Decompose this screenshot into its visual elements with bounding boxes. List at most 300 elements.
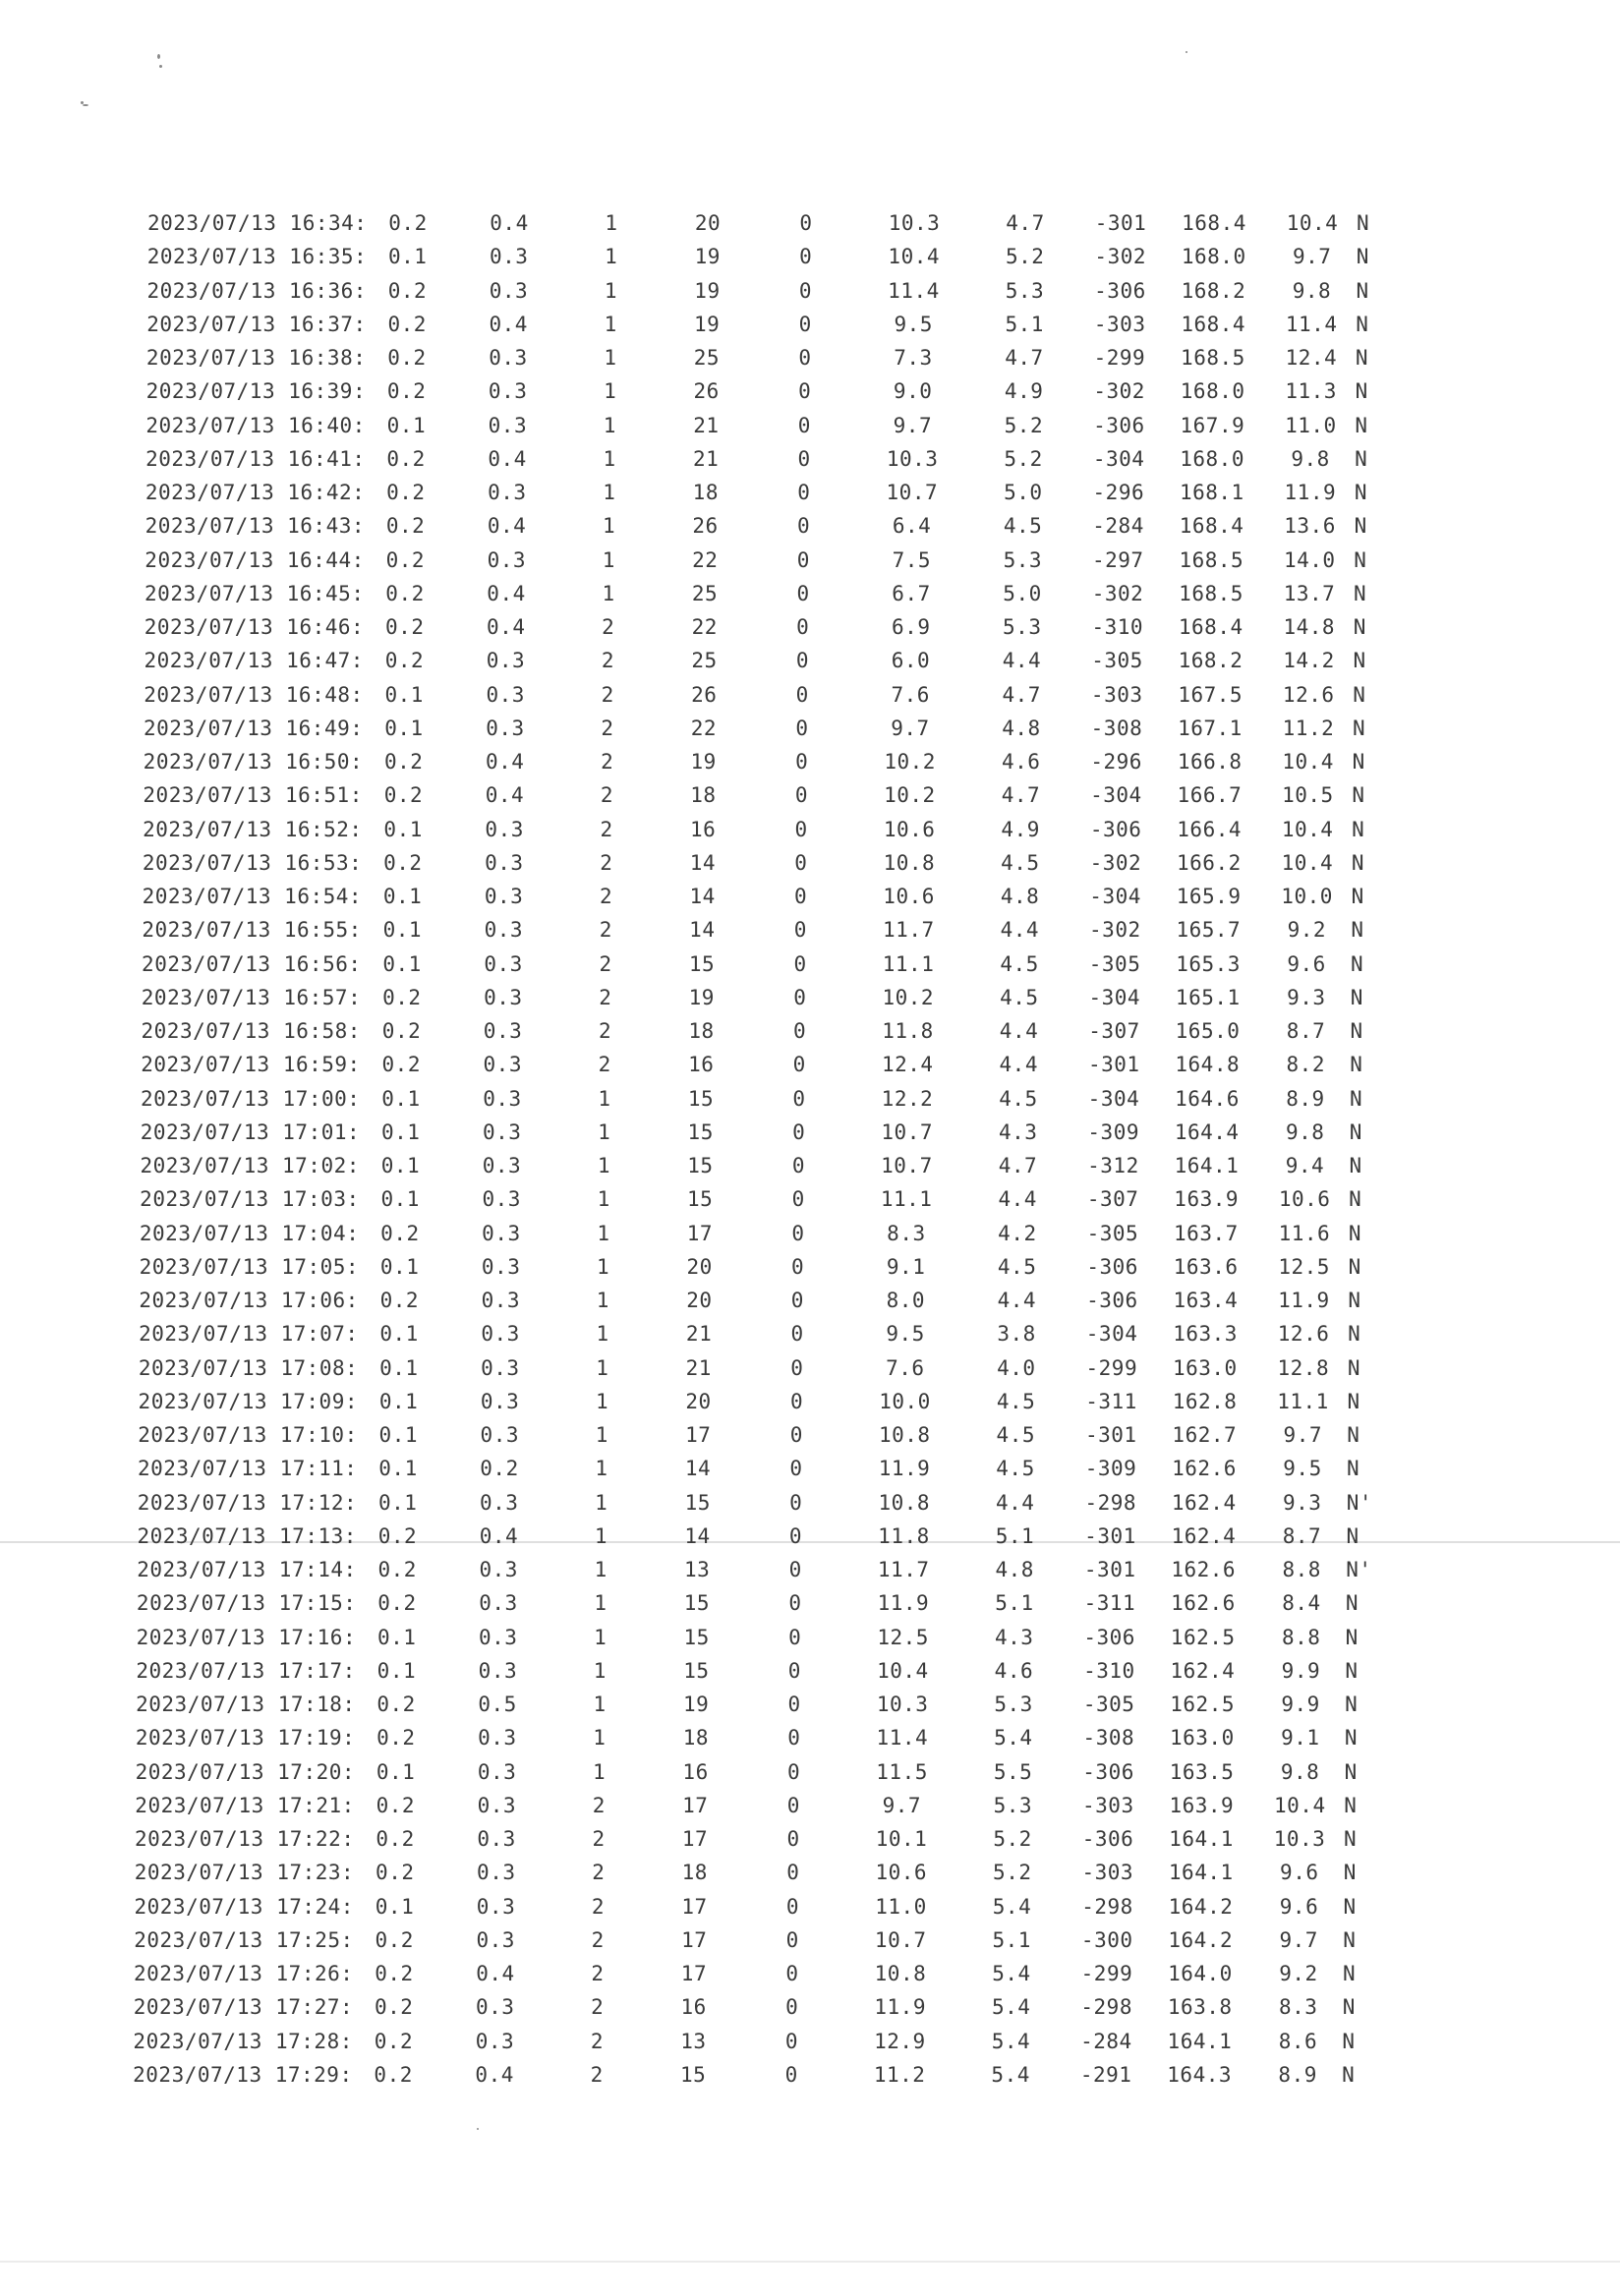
log-cell-value-1: 0.1 bbox=[381, 1086, 421, 1111]
log-cell-value-8: -306 bbox=[1081, 1827, 1134, 1851]
log-cell-flag: N bbox=[1347, 1423, 1360, 1447]
log-cell-value-10: 9.7 bbox=[1279, 1927, 1318, 1952]
log-cell-value-3: 1 bbox=[594, 1558, 608, 1581]
log-cell-value-10: 10.5 bbox=[1282, 783, 1334, 808]
log-cell-timestamp: 2023/07/13 16:42: bbox=[145, 481, 366, 504]
log-cell-value-9: 164.8 bbox=[1175, 1053, 1241, 1077]
log-cell-value-4: 18 bbox=[681, 1861, 708, 1885]
log-cell-timestamp: 2023/07/13 17:05: bbox=[139, 1254, 360, 1279]
log-cell-value-1: 0.2 bbox=[376, 1793, 416, 1817]
log-cell-value-1: 0.2 bbox=[388, 211, 428, 235]
log-cell-value-5: 0 bbox=[794, 885, 808, 908]
log-cell-value-6: 10.4 bbox=[888, 245, 941, 269]
log-cell-value-8: -309 bbox=[1084, 1457, 1137, 1481]
log-row bbox=[0, 1791, 1607, 1820]
log-cell-value-3: 2 bbox=[600, 817, 613, 841]
log-cell-value-2: 0.3 bbox=[486, 716, 525, 740]
log-cell-value-3: 2 bbox=[598, 1019, 612, 1043]
log-cell-value-7: 5.4 bbox=[991, 1995, 1031, 2020]
log-cell-value-8: -297 bbox=[1092, 547, 1144, 572]
log-cell-value-9: 167.5 bbox=[1178, 682, 1244, 707]
log-cell-value-4: 15 bbox=[684, 1490, 711, 1515]
log-cell-value-10: 9.6 bbox=[1280, 1861, 1319, 1885]
log-cell-value-7: 4.4 bbox=[996, 1490, 1035, 1515]
log-cell-value-9: 165.9 bbox=[1176, 885, 1242, 908]
log-cell-value-9: 162.6 bbox=[1171, 1558, 1237, 1581]
log-cell-value-10: 10.0 bbox=[1281, 885, 1333, 908]
log-cell-value-3: 1 bbox=[603, 481, 616, 504]
log-cell-value-1: 0.2 bbox=[377, 1558, 417, 1581]
log-cell-value-2: 0.3 bbox=[482, 1154, 522, 1177]
log-cell-value-8: -302 bbox=[1093, 379, 1145, 404]
log-cell-value-2: 0.3 bbox=[475, 1995, 515, 2020]
log-cell-value-9: 163.0 bbox=[1172, 1355, 1238, 1380]
log-cell-timestamp: 2023/07/13 16:41: bbox=[145, 446, 366, 471]
log-cell-value-7: 4.5 bbox=[1000, 985, 1039, 1009]
log-cell-value-9: 168.1 bbox=[1179, 481, 1244, 504]
log-cell-flag: N bbox=[1355, 346, 1369, 370]
log-cell-timestamp: 2023/07/13 17:16: bbox=[136, 1625, 357, 1649]
log-cell-flag: N bbox=[1343, 1927, 1357, 1952]
log-cell-value-2: 0.3 bbox=[481, 1254, 521, 1279]
log-cell-value-6: 12.5 bbox=[877, 1625, 929, 1649]
log-row bbox=[0, 1488, 1610, 1518]
log-cell-value-2: 0.3 bbox=[489, 278, 529, 303]
log-cell-value-5: 0 bbox=[797, 413, 811, 437]
log-row bbox=[0, 276, 1619, 306]
log-cell-value-6: 6.4 bbox=[892, 514, 932, 539]
log-cell-value-3: 1 bbox=[597, 1154, 611, 1177]
log-cell-value-3: 1 bbox=[604, 346, 617, 370]
log-cell-value-7: 4.5 bbox=[997, 1254, 1037, 1279]
log-cell-value-6: 10.7 bbox=[886, 481, 939, 504]
log-cell-flag: N bbox=[1351, 850, 1365, 875]
log-cell-value-8: -298 bbox=[1084, 1490, 1137, 1515]
log-cell-value-8: -308 bbox=[1090, 716, 1143, 740]
log-row bbox=[0, 1118, 1613, 1147]
log-row bbox=[0, 1219, 1612, 1248]
log-cell-flag: N bbox=[1351, 951, 1364, 976]
log-cell-flag: N bbox=[1345, 1658, 1359, 1683]
log-cell-flag: N bbox=[1342, 2062, 1356, 2087]
log-cell-value-4: 17 bbox=[681, 1827, 709, 1851]
log-cell-value-9: 164.6 bbox=[1175, 1086, 1240, 1111]
log-cell-value-6: 10.7 bbox=[874, 1927, 927, 1952]
log-cell-value-1: 0.1 bbox=[378, 1389, 419, 1413]
log-cell-value-3: 2 bbox=[601, 716, 614, 740]
log-cell-timestamp: 2023/07/13 16:35: bbox=[146, 245, 368, 269]
log-cell-value-2: 0.4 bbox=[488, 446, 527, 471]
log-cell-flag: N bbox=[1353, 649, 1366, 673]
log-cell-value-7: 4.9 bbox=[1004, 379, 1044, 404]
log-cell-value-1: 0.1 bbox=[379, 1322, 419, 1347]
log-cell-value-1: 0.2 bbox=[381, 1019, 422, 1043]
log-cell-value-8: -305 bbox=[1091, 649, 1143, 673]
log-cell-value-8: -284 bbox=[1092, 514, 1144, 539]
log-cell-value-1: 0.1 bbox=[376, 1625, 417, 1649]
log-cell-flag: N bbox=[1348, 1289, 1361, 1312]
log-cell-value-7: 4.4 bbox=[998, 1187, 1037, 1212]
log-cell-value-7: 5.0 bbox=[1004, 481, 1043, 504]
log-cell-value-8: -305 bbox=[1082, 1693, 1135, 1716]
log-cell-value-5: 0 bbox=[794, 783, 808, 808]
log-cell-flag: N bbox=[1356, 278, 1369, 303]
log-cell-value-10: 9.7 bbox=[1293, 245, 1332, 269]
log-row bbox=[0, 1353, 1611, 1383]
log-cell-value-1: 0.2 bbox=[376, 1861, 415, 1885]
log-cell-value-7: 4.7 bbox=[1005, 346, 1044, 370]
log-cell-value-10: 9.6 bbox=[1287, 951, 1326, 976]
log-cell-value-6: 11.9 bbox=[878, 1457, 931, 1481]
log-row bbox=[0, 1084, 1613, 1114]
log-cell-value-4: 21 bbox=[692, 446, 720, 471]
log-cell-flag: N bbox=[1352, 817, 1365, 841]
log-cell-value-7: 5.4 bbox=[992, 1962, 1031, 1985]
log-cell-value-4: 15 bbox=[687, 1119, 714, 1144]
log-cell-value-2: 0.3 bbox=[483, 1086, 522, 1111]
log-row bbox=[0, 1521, 1609, 1551]
log-cell-value-7: 5.3 bbox=[1003, 547, 1043, 572]
log-cell-flag: N bbox=[1352, 716, 1366, 740]
log-cell-value-10: 10.4 bbox=[1274, 1793, 1326, 1817]
log-cell-value-8: -302 bbox=[1089, 850, 1142, 875]
log-cell-value-8: -291 bbox=[1079, 2062, 1132, 2087]
log-cell-value-7: 4.4 bbox=[999, 1053, 1038, 1077]
log-cell-value-7: 4.0 bbox=[997, 1355, 1036, 1380]
log-cell-value-7: 5.4 bbox=[991, 2029, 1031, 2053]
log-cell-flag: N bbox=[1350, 1053, 1363, 1077]
log-cell-flag: N bbox=[1348, 1221, 1362, 1245]
log-cell-value-7: 4.5 bbox=[999, 1086, 1038, 1111]
log-cell-flag: N bbox=[1355, 379, 1368, 404]
log-cell-value-6: 10.6 bbox=[875, 1861, 928, 1885]
log-cell-value-10: 9.8 bbox=[1292, 278, 1332, 303]
log-cell-flag: N bbox=[1345, 1591, 1360, 1616]
log-cell-value-5: 0 bbox=[795, 750, 809, 774]
log-row bbox=[0, 1454, 1610, 1483]
log-cell-value-3: 1 bbox=[593, 1658, 607, 1683]
log-cell-value-7: 4.8 bbox=[1000, 885, 1040, 908]
log-cell-value-10: 10.4 bbox=[1286, 211, 1339, 235]
log-cell-value-5: 0 bbox=[788, 1591, 802, 1616]
log-cell-value-8: -301 bbox=[1083, 1558, 1136, 1581]
log-cell-timestamp: 2023/07/13 17:14: bbox=[137, 1558, 357, 1581]
log-cell-value-3: 2 bbox=[599, 918, 612, 943]
log-cell-value-3: 2 bbox=[600, 885, 613, 908]
log-cell-flag: N bbox=[1354, 581, 1367, 605]
log-cell-value-5: 0 bbox=[792, 1053, 806, 1077]
log-cell-value-1: 0.1 bbox=[376, 1658, 417, 1683]
log-cell-value-2: 0.3 bbox=[482, 1221, 521, 1245]
log-cell-value-1: 0.2 bbox=[384, 649, 425, 673]
log-cell-value-6: 11.4 bbox=[876, 1726, 929, 1751]
log-cell-value-8: -306 bbox=[1094, 278, 1146, 303]
log-cell-value-7: 4.5 bbox=[1001, 850, 1040, 875]
log-cell-value-5: 0 bbox=[798, 346, 812, 370]
log-row bbox=[0, 1925, 1606, 1955]
log-cell-value-3: 2 bbox=[592, 1793, 606, 1817]
log-cell-value-4: 19 bbox=[694, 312, 721, 336]
log-cell-value-7: 5.3 bbox=[1003, 615, 1042, 639]
log-cell-value-3: 1 bbox=[593, 1693, 607, 1716]
log-cell-timestamp: 2023/07/13 16:48: bbox=[144, 682, 364, 707]
log-cell-value-8: -304 bbox=[1092, 446, 1145, 471]
log-cell-value-8: -302 bbox=[1091, 581, 1144, 605]
log-cell-value-8: -312 bbox=[1087, 1154, 1139, 1177]
log-cell-value-4: 15 bbox=[687, 1187, 714, 1212]
log-cell-value-5: 0 bbox=[789, 1423, 803, 1447]
log-cell-value-5: 0 bbox=[790, 1355, 804, 1380]
log-cell-value-9: 168.4 bbox=[1181, 312, 1246, 336]
log-cell-value-9: 166.4 bbox=[1177, 817, 1242, 841]
log-row bbox=[0, 1286, 1611, 1315]
log-cell-value-4: 18 bbox=[690, 783, 717, 808]
log-cell-value-1: 0.2 bbox=[383, 750, 424, 774]
log-cell-value-8: -306 bbox=[1093, 413, 1145, 437]
log-cell-value-1: 0.2 bbox=[376, 1693, 416, 1716]
log-cell-value-8: -304 bbox=[1088, 985, 1141, 1009]
log-cell-value-3: 2 bbox=[602, 615, 615, 639]
log-cell-value-10: 8.6 bbox=[1278, 2029, 1318, 2053]
log-cell-value-1: 0.2 bbox=[374, 1995, 414, 2020]
log-cell-value-5: 0 bbox=[786, 1793, 800, 1817]
log-cell-value-6: 10.6 bbox=[883, 885, 935, 908]
log-cell-value-5: 0 bbox=[787, 1693, 801, 1716]
log-cell-value-4: 26 bbox=[693, 379, 720, 404]
log-cell-value-5: 0 bbox=[797, 446, 811, 471]
log-cell-value-4: 20 bbox=[686, 1289, 713, 1312]
log-cell-value-1: 0.2 bbox=[386, 446, 426, 471]
log-cell-value-6: 12.9 bbox=[874, 2029, 926, 2053]
log-cell-value-4: 25 bbox=[693, 346, 721, 370]
log-row bbox=[0, 1387, 1611, 1416]
log-row bbox=[0, 1151, 1612, 1180]
log-cell-timestamp: 2023/07/13 17:13: bbox=[137, 1523, 357, 1548]
log-cell-timestamp: 2023/07/13 17:29: bbox=[133, 2062, 353, 2087]
log-cell-value-7: 5.2 bbox=[1004, 413, 1044, 437]
log-cell-value-9: 168.5 bbox=[1179, 547, 1244, 572]
log-cell-value-6: 12.2 bbox=[881, 1086, 934, 1111]
log-cell-value-10: 11.6 bbox=[1278, 1221, 1331, 1245]
log-cell-value-7: 5.3 bbox=[1005, 278, 1045, 303]
log-cell-value-9: 166.2 bbox=[1177, 850, 1242, 875]
log-cell-value-4: 16 bbox=[688, 1053, 715, 1077]
log-cell-flag: N bbox=[1354, 547, 1367, 572]
log-cell-value-5: 0 bbox=[796, 581, 810, 605]
log-cell-value-1: 0.1 bbox=[379, 1254, 420, 1279]
log-row bbox=[0, 1858, 1607, 1887]
log-cell-value-4: 20 bbox=[694, 211, 722, 235]
log-cell-timestamp: 2023/07/13 16:47: bbox=[144, 649, 364, 673]
log-cell-value-5: 0 bbox=[789, 1490, 803, 1515]
log-cell-value-3: 1 bbox=[605, 245, 618, 269]
log-cell-value-9: 168.0 bbox=[1181, 245, 1246, 269]
log-cell-value-10: 11.2 bbox=[1282, 716, 1335, 740]
log-cell-value-3: 2 bbox=[599, 951, 612, 976]
log-cell-value-9: 168.2 bbox=[1178, 649, 1244, 673]
log-cell-value-1: 0.1 bbox=[375, 1894, 415, 1919]
log-cell-value-10: 9.5 bbox=[1283, 1457, 1322, 1481]
log-cell-value-4: 19 bbox=[694, 245, 721, 269]
log-cell-value-1: 0.2 bbox=[383, 850, 423, 875]
log-cell-value-9: 163.7 bbox=[1174, 1221, 1239, 1245]
log-cell-value-8: -302 bbox=[1089, 918, 1141, 943]
log-cell-value-10: 9.2 bbox=[1287, 918, 1327, 943]
log-cell-value-2: 0.4 bbox=[476, 1962, 515, 1985]
log-cell-timestamp: 2023/07/13 16:49: bbox=[143, 716, 364, 740]
log-cell-value-9: 163.4 bbox=[1173, 1289, 1239, 1312]
log-cell-value-4: 15 bbox=[688, 951, 716, 976]
log-cell-value-4: 14 bbox=[684, 1457, 712, 1481]
log-cell-value-2: 0.4 bbox=[490, 211, 529, 235]
log-cell-value-4: 15 bbox=[679, 2062, 707, 2087]
log-cell-value-7: 4.7 bbox=[998, 1154, 1038, 1177]
log-cell-value-5: 0 bbox=[793, 918, 807, 943]
log-cell-value-5: 0 bbox=[797, 481, 811, 504]
log-cell-value-4: 20 bbox=[686, 1254, 713, 1279]
log-cell-flag: N bbox=[1347, 1457, 1360, 1481]
log-cell-value-4: 26 bbox=[692, 514, 719, 539]
log-cell-value-4: 18 bbox=[688, 1019, 715, 1043]
log-cell-timestamp: 2023/07/13 17:25: bbox=[134, 1927, 354, 1952]
log-cell-value-3: 1 bbox=[593, 1726, 607, 1751]
log-cell-value-10: 8.8 bbox=[1282, 1558, 1321, 1581]
log-cell-value-6: 10.8 bbox=[878, 1423, 931, 1447]
log-cell-value-4: 14 bbox=[689, 885, 716, 908]
log-cell-value-5: 0 bbox=[791, 1254, 805, 1279]
log-cell-value-1: 0.1 bbox=[382, 885, 423, 908]
log-cell-value-5: 0 bbox=[785, 1962, 799, 1985]
log-cell-timestamp: 2023/07/13 16:34: bbox=[147, 211, 368, 235]
log-cell-value-9: 168.2 bbox=[1181, 278, 1246, 303]
log-cell-timestamp: 2023/07/13 17:11: bbox=[138, 1457, 358, 1481]
log-row bbox=[0, 2027, 1605, 2056]
log-cell-value-1: 0.2 bbox=[385, 514, 426, 539]
log-cell-value-3: 1 bbox=[593, 1759, 607, 1784]
log-cell-value-3: 2 bbox=[591, 1995, 605, 2020]
log-cell-timestamp: 2023/07/13 17:19: bbox=[135, 1726, 356, 1751]
log-cell-value-2: 0.3 bbox=[483, 1019, 523, 1043]
log-cell-value-3: 2 bbox=[592, 1861, 606, 1885]
log-cell-flag: N bbox=[1349, 1119, 1362, 1144]
log-cell-value-8: -305 bbox=[1088, 951, 1141, 976]
log-cell-flag: N bbox=[1352, 750, 1365, 774]
log-cell-value-6: 8.3 bbox=[887, 1221, 926, 1245]
log-cell-value-9: 168.4 bbox=[1182, 211, 1246, 235]
log-cell-timestamp: 2023/07/13 16:57: bbox=[141, 985, 362, 1009]
log-cell-value-9: 164.1 bbox=[1174, 1154, 1240, 1177]
log-cell-value-6: 7.3 bbox=[894, 346, 933, 370]
log-cell-value-7: 5.2 bbox=[993, 1827, 1032, 1851]
log-cell-value-3: 2 bbox=[591, 1962, 605, 1985]
log-cell-value-1: 0.2 bbox=[379, 1289, 420, 1312]
log-cell-value-6: 8.0 bbox=[886, 1289, 926, 1312]
log-cell-value-5: 0 bbox=[785, 1927, 799, 1952]
log-cell-value-4: 19 bbox=[694, 278, 721, 303]
log-cell-value-6: 10.8 bbox=[883, 850, 936, 875]
log-cell-value-7: 4.4 bbox=[1002, 649, 1042, 673]
log-cell-timestamp: 2023/07/13 16:59: bbox=[141, 1053, 361, 1077]
log-cell-value-1: 0.1 bbox=[382, 951, 422, 976]
log-cell-value-4: 25 bbox=[691, 581, 719, 605]
log-cell-value-9: 164.1 bbox=[1168, 1861, 1234, 1885]
log-cell-value-7: 5.0 bbox=[1003, 581, 1042, 605]
log-cell-value-9: 162.4 bbox=[1171, 1523, 1237, 1548]
log-row bbox=[0, 1757, 1608, 1787]
log-cell-timestamp: 2023/07/13 16:56: bbox=[142, 951, 362, 976]
log-cell-value-9: 167.1 bbox=[1178, 716, 1243, 740]
log-row bbox=[0, 1656, 1608, 1686]
log-cell-value-6: 11.8 bbox=[882, 1019, 934, 1043]
log-cell-value-10: 9.7 bbox=[1283, 1423, 1322, 1447]
log-cell-value-6: 7.5 bbox=[892, 547, 932, 572]
log-cell-value-3: 1 bbox=[595, 1423, 608, 1447]
log-cell-value-10: 11.0 bbox=[1285, 413, 1337, 437]
log-cell-value-8: -299 bbox=[1085, 1355, 1138, 1380]
log-cell-value-10: 9.6 bbox=[1279, 1894, 1319, 1919]
log-cell-value-6: 10.0 bbox=[879, 1389, 931, 1413]
log-cell-value-1: 0.2 bbox=[380, 1221, 420, 1245]
log-cell-value-2: 0.4 bbox=[489, 312, 528, 336]
log-cell-value-7: 5.5 bbox=[993, 1759, 1033, 1784]
log-cell-value-4: 16 bbox=[689, 817, 717, 841]
log-cell-value-10: 11.3 bbox=[1285, 379, 1337, 404]
log-cell-value-5: 0 bbox=[792, 1086, 806, 1111]
log-cell-value-6: 6.9 bbox=[892, 615, 931, 639]
log-cell-value-9: 163.6 bbox=[1173, 1254, 1239, 1279]
log-cell-value-7: 5.1 bbox=[1005, 312, 1044, 336]
log-cell-value-1: 0.1 bbox=[383, 817, 423, 841]
log-cell-value-2: 0.3 bbox=[485, 850, 524, 875]
log-cell-value-3: 1 bbox=[595, 1490, 608, 1515]
log-cell-value-7: 5.3 bbox=[993, 1793, 1033, 1817]
log-cell-flag: N bbox=[1355, 413, 1368, 437]
log-cell-value-5: 0 bbox=[794, 850, 808, 875]
log-cell-value-6: 9.5 bbox=[894, 312, 933, 336]
log-cell-value-4: 25 bbox=[691, 649, 718, 673]
log-cell-value-3: 2 bbox=[591, 1927, 605, 1952]
log-row bbox=[0, 1623, 1609, 1652]
log-cell-value-3: 2 bbox=[601, 750, 614, 774]
log-cell-value-3: 1 bbox=[602, 547, 615, 572]
log-cell-value-8: -301 bbox=[1094, 211, 1147, 235]
log-cell-value-3: 1 bbox=[604, 312, 617, 336]
log-cell-value-1: 0.1 bbox=[378, 1457, 418, 1481]
log-cell-value-3: 1 bbox=[595, 1389, 609, 1413]
log-cell-value-6: 10.1 bbox=[875, 1827, 928, 1851]
log-cell-value-7: 4.8 bbox=[1002, 716, 1041, 740]
log-cell-timestamp: 2023/07/13 16:36: bbox=[146, 278, 367, 303]
log-cell-flag: N' bbox=[1346, 1490, 1373, 1515]
log-cell-value-8: -311 bbox=[1085, 1389, 1137, 1413]
log-cell-value-4: 16 bbox=[682, 1759, 709, 1784]
log-cell-value-5: 0 bbox=[786, 1827, 800, 1851]
log-cell-value-1: 0.2 bbox=[376, 1827, 415, 1851]
log-cell-value-3: 2 bbox=[590, 2029, 604, 2053]
log-cell-value-9: 164.3 bbox=[1167, 2062, 1233, 2087]
log-cell-value-10: 12.4 bbox=[1285, 346, 1338, 370]
log-row bbox=[0, 1992, 1606, 2022]
log-cell-value-1: 0.2 bbox=[382, 985, 422, 1009]
log-cell-flag: N bbox=[1342, 1962, 1357, 1985]
log-row bbox=[0, 949, 1614, 979]
log-cell-value-8: -303 bbox=[1090, 682, 1143, 707]
log-cell-value-2: 0.3 bbox=[480, 1423, 519, 1447]
log-cell-value-8: -301 bbox=[1084, 1523, 1136, 1548]
log-cell-flag: N bbox=[1343, 1894, 1357, 1919]
log-cell-flag: N bbox=[1350, 985, 1363, 1009]
log-cell-value-1: 0.1 bbox=[378, 1423, 418, 1447]
